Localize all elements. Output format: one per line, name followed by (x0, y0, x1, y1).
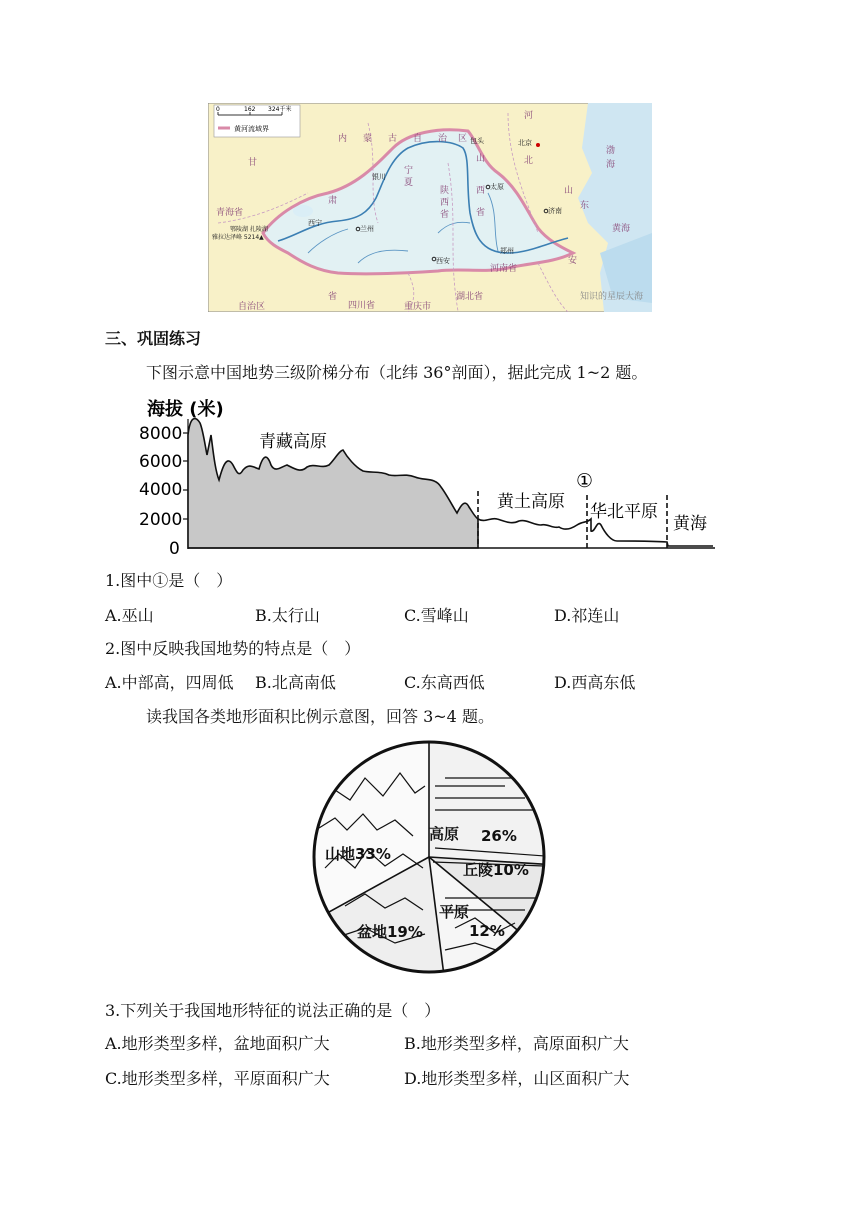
svg-text:陕: 陕 (440, 186, 450, 196)
svg-text:古: 古 (388, 134, 398, 144)
q1-option-c[interactable]: C.雪峰山 (404, 606, 469, 625)
svg-text:银川: 银川 (372, 173, 386, 181)
svg-text:西: 西 (476, 186, 486, 196)
q3-option-b[interactable]: B.地形类型多样，高原面积广大 (404, 1034, 629, 1053)
y-tick-2000: 2000 (139, 510, 183, 530)
svg-text:郑州: 郑州 (500, 247, 514, 255)
q3-option-d[interactable]: D.地形类型多样，山区面积广大 (404, 1069, 630, 1088)
svg-text:四川省: 四川省 (348, 301, 376, 311)
section-title: 三、巩固练习 (105, 329, 202, 348)
svg-text:鄂陵湖 扎陵湖: 鄂陵湖 扎陵湖 (230, 226, 268, 233)
svg-text:重庆市: 重庆市 (404, 302, 432, 312)
q1-option-a[interactable]: A.巫山 (105, 606, 154, 625)
pie-slice-高原 (429, 742, 544, 864)
svg-text:西: 西 (440, 198, 450, 208)
pie-label-shandi: 山地33% (325, 845, 391, 863)
svg-text:太原: 太原 (490, 183, 504, 191)
scale-label-324: 324千米 (268, 106, 292, 113)
svg-text:河南省: 河南省 (490, 264, 518, 274)
svg-text:北: 北 (524, 156, 534, 166)
terrain-profile-chart (135, 395, 720, 555)
y-axis-title: 海拔 (米) (147, 399, 224, 420)
label-qingzang-plateau: 青藏高原 (259, 432, 327, 452)
svg-text:区: 区 (458, 134, 468, 144)
pie-label-pingyuan: 平原 (439, 903, 470, 921)
svg-text:兰州: 兰州 (360, 225, 374, 233)
svg-text:海: 海 (606, 160, 616, 170)
svg-text:雅拉达泽峰 5214▲: 雅拉达泽峰 5214▲ (212, 234, 264, 241)
pie-label-gaoyuan-pct: 26% (481, 827, 517, 845)
svg-text:省: 省 (440, 210, 450, 220)
legend-label: 黄河流域界 (234, 125, 269, 133)
q1-option-b[interactable]: B.太行山 (255, 606, 320, 625)
q3-option-c[interactable]: C.地形类型多样，平原面积广大 (105, 1069, 330, 1088)
plateau-profile-area (188, 419, 478, 548)
label-north-china-plain: 华北平原 (590, 502, 658, 522)
marker-circle-1: ① (576, 470, 594, 492)
svg-text:青海省: 青海省 (216, 208, 244, 218)
svg-text:山: 山 (564, 186, 574, 196)
svg-text:山: 山 (476, 154, 486, 164)
svg-text:夏: 夏 (404, 178, 414, 188)
svg-text:湖北省: 湖北省 (456, 292, 484, 302)
svg-text:宁: 宁 (404, 166, 414, 176)
pie-label-qiuling: 丘陵10% (463, 861, 529, 879)
svg-text:内: 内 (338, 134, 348, 144)
q2-option-d[interactable]: D.西高东低 (554, 673, 636, 692)
svg-text:黄海: 黄海 (612, 224, 631, 234)
question-3-stem: 3.下列关于我国地形特征的说法正确的是（ ） (105, 1001, 441, 1020)
svg-text:治: 治 (438, 134, 448, 144)
question-2-stem: 2.图中反映我国地势的特点是（ ） (105, 639, 361, 658)
svg-text:安: 安 (568, 256, 578, 266)
svg-text:自: 自 (413, 134, 423, 144)
pie-label-pendi: 盆地19% (357, 923, 423, 941)
svg-text:西安: 西安 (436, 257, 450, 265)
svg-text:甘: 甘 (248, 158, 258, 168)
y-tick-0: 0 (169, 539, 180, 555)
svg-text:包头: 包头 (470, 137, 484, 145)
q2-option-c[interactable]: C.东高西低 (404, 673, 485, 692)
svg-text:西宁: 西宁 (308, 219, 322, 227)
svg-text:河: 河 (524, 111, 534, 121)
svg-text:东: 东 (580, 201, 590, 211)
map-graphic (208, 103, 652, 312)
svg-text:肃: 肃 (328, 196, 338, 206)
svg-text:渤: 渤 (606, 146, 616, 156)
y-tick-6000: 6000 (139, 452, 183, 472)
question-1-stem: 1.图中①是（ ） (105, 571, 233, 590)
intro-question-3-4: 读我国各类地形面积比例示意图，回答 3~4 题。 (146, 707, 494, 726)
pie-label-gaoyuan: 高原 (429, 825, 460, 843)
q2-option-a[interactable]: A.中部高，四周低 (105, 673, 234, 692)
q3-option-a[interactable]: A.地形类型多样，盆地面积广大 (105, 1034, 330, 1053)
scale-label-0: 0 (216, 106, 220, 113)
label-yellow-sea: 黄海 (673, 514, 707, 534)
pie-label-pingyuan-pct: 12% (469, 922, 505, 940)
label-loess-plateau: 黄土高原 (497, 492, 565, 512)
intro-question-1-2: 下图示意中国地势三级阶梯分布（北纬 36°剖面），据此完成 1~2 题。 (146, 363, 648, 382)
svg-text:省: 省 (328, 292, 338, 302)
q1-option-d[interactable]: D.祁连山 (554, 606, 620, 625)
svg-text:济南: 济南 (548, 207, 562, 215)
y-tick-4000: 4000 (139, 480, 183, 500)
scale-label-162: 162 (244, 106, 256, 113)
svg-text:自治区: 自治区 (238, 302, 266, 312)
map-watermark: 知识的星辰大海 (580, 292, 644, 302)
svg-text:蒙: 蒙 (363, 134, 373, 144)
svg-text:北京: 北京 (518, 139, 532, 147)
q2-option-b[interactable]: B.北高南低 (255, 673, 336, 692)
landform-pie-chart (305, 738, 553, 976)
svg-text:省: 省 (476, 208, 486, 218)
y-tick-8000: 8000 (139, 424, 183, 444)
yellow-river-map (208, 103, 652, 312)
